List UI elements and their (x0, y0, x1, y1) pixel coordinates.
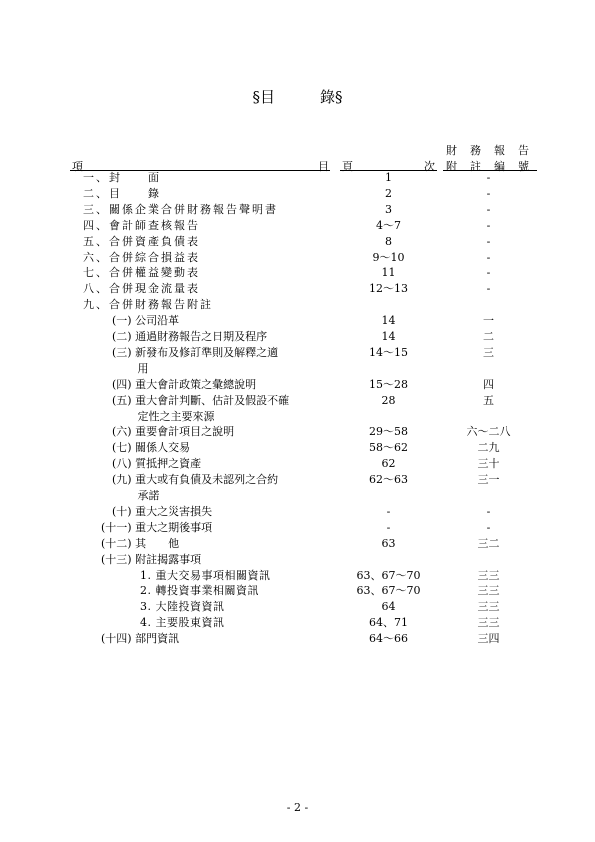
toc-item-label: 定性之主要來源 (101, 409, 215, 423)
toc-item-label: (五) 重大會計判斷、估計及假設不確 (101, 393, 290, 407)
toc-row (0, 202, 595, 218)
toc-item-label: 三、關係企業合併財務報告聲明書 (83, 202, 278, 216)
toc-row (0, 265, 595, 281)
header-item: 項 (72, 160, 83, 173)
header-note-line2: 附 註 編 號 (446, 160, 530, 173)
toc-row (0, 313, 595, 329)
toc-item-label: (七) 關係人交易 (101, 441, 191, 455)
toc-note-number: 六～二八 (466, 425, 511, 439)
toc-note-number: 三四 (477, 632, 500, 646)
toc-note-number: 三三 (477, 600, 500, 614)
toc-item-label: (九) 重大或有負債及未認列之合約 (101, 473, 279, 487)
header-ci: 次 (424, 160, 435, 173)
toc-page-number: 63、67～70 (356, 584, 421, 598)
toc-note-number: 二 (483, 330, 494, 343)
toc-page-number: 28 (381, 393, 396, 407)
toc-row (0, 536, 595, 552)
toc-page-number: 11 (381, 266, 396, 280)
toc-page-number: 3 (385, 202, 392, 216)
toc-item-label: (三) 新發布及修訂準則及解釋之適 (101, 345, 279, 359)
toc-row (0, 218, 595, 234)
toc-row (0, 250, 595, 266)
toc-note-number: 三三 (477, 584, 500, 598)
toc-row (0, 599, 595, 615)
toc-row (0, 552, 595, 568)
toc-item-label: (十一) 重大之期後事項 (101, 520, 213, 534)
page-number: - 2 - (286, 801, 309, 814)
toc-note-number: - (486, 520, 491, 534)
toc-row (0, 504, 595, 520)
toc-item-label: 2. 轉投資事業相關資訊 (140, 584, 259, 598)
toc-page-number: 14～15 (369, 345, 408, 359)
toc-note-number: 二九 (477, 441, 500, 455)
toc-note-number: 一 (483, 314, 494, 328)
toc-item-label: 七、合併權益變動表 (83, 266, 200, 280)
toc-note-number: - (486, 202, 491, 216)
toc-row (0, 297, 595, 313)
toc-page-number: 14 (381, 330, 396, 343)
toc-note-number: 三二 (477, 536, 500, 550)
toc-note-number: - (486, 234, 491, 248)
toc-item-label: (四) 重大會計政策之彙總說明 (101, 377, 257, 391)
toc-row (0, 409, 595, 425)
toc-note-number: 三三 (477, 616, 500, 630)
toc-item-label: 承諾 (101, 489, 160, 502)
toc-note-number: - (486, 504, 491, 518)
toc-page-number: 14 (381, 314, 396, 328)
toc-row (0, 440, 595, 456)
toc-page-number: 63、67～70 (356, 568, 421, 582)
toc-page-number: 58～62 (369, 441, 408, 455)
toc-page-number: 8 (385, 234, 392, 248)
toc-page-number: 29～58 (369, 425, 408, 439)
toc-item-label: (十四) 部門資訊 (101, 632, 180, 646)
toc-page-number: 1 (385, 171, 392, 184)
toc-page-number: 62～63 (369, 473, 408, 487)
toc-note-number: - (486, 186, 491, 200)
header-page: 頁 (342, 160, 353, 173)
toc-note-number: 四 (483, 377, 494, 391)
toc-row (0, 472, 595, 488)
toc-row (0, 631, 595, 647)
toc-item-label: (六) 重要會計項目之說明 (101, 425, 235, 439)
toc-row (0, 329, 595, 345)
toc-row (0, 393, 595, 409)
toc-page-number: 64 (381, 600, 396, 614)
toc-row (0, 186, 595, 202)
header-note-line1: 財 務 報 告 (446, 144, 530, 157)
toc-note-number: 五 (483, 393, 494, 407)
toc-item-label: 用 (101, 361, 149, 375)
toc-item-label: 3. 大陸投資資訊 (140, 600, 225, 614)
toc-page-number: 64～66 (369, 632, 408, 646)
toc-row (0, 568, 595, 584)
page-title: §目 錄§ (252, 88, 343, 106)
toc-row (0, 488, 595, 504)
toc-page-number: 64、71 (369, 616, 408, 630)
toc-row (0, 424, 595, 440)
toc-note-number: 三十 (477, 457, 500, 471)
toc-item-label: 九、合併財務報告附註 (83, 298, 213, 312)
toc-item-label: 四、會計師查核報告 (83, 218, 200, 232)
toc-page-number: 63 (381, 536, 396, 550)
toc-page-number: 2 (385, 186, 392, 200)
toc-row (0, 234, 595, 250)
toc-item-label: (八) 質抵押之資產 (101, 457, 202, 471)
toc-row (0, 456, 595, 472)
toc-page-number: 15～28 (369, 377, 408, 391)
toc-item-label: 八、合併現金流量表 (83, 282, 200, 296)
toc-row (0, 377, 595, 393)
header-mu: 目 (318, 160, 329, 173)
toc-note-number: - (486, 171, 491, 184)
toc-page-number: 62 (381, 457, 396, 471)
toc-item-label: 六、合併綜合損益表 (83, 250, 200, 264)
toc-note-number: 三 (483, 345, 494, 359)
toc-note-number: - (486, 218, 491, 232)
toc-item-label: (十) 重大之災害損失 (101, 504, 213, 518)
toc-row (0, 170, 595, 186)
toc-item-label: (二) 通過財務報告之日期及程序 (101, 330, 268, 343)
toc-item-label: 五、合併資產負債表 (83, 234, 200, 248)
toc-item-label: (十二) 其 他 (101, 536, 180, 550)
toc-item-label: 1. 重大交易事項相關資訊 (140, 568, 271, 582)
toc-note-number: - (486, 250, 491, 264)
toc-item-label: 一、封 面 (83, 171, 161, 184)
toc-row (0, 615, 595, 631)
toc-page-number: 12～13 (369, 282, 408, 296)
toc-row (0, 583, 595, 599)
toc-item-label: (十三) 附註揭露事項 (101, 552, 202, 566)
toc-row (0, 361, 595, 377)
toc-row (0, 281, 595, 297)
toc-item-label: 4. 主要股東資訊 (140, 616, 225, 630)
toc-page-number: 9～10 (372, 250, 405, 264)
toc-item-label: 二、目 錄 (83, 186, 161, 200)
toc-item-label: (一) 公司沿革 (101, 314, 180, 328)
toc-note-number: - (486, 266, 491, 280)
toc-note-number: 三一 (477, 473, 500, 487)
toc-page-number: 4～7 (376, 218, 401, 232)
toc-row (0, 520, 595, 536)
toc-row (0, 345, 595, 361)
toc-note-number: - (486, 282, 491, 296)
toc-note-number: 三三 (477, 568, 500, 582)
toc-page-number: - (386, 520, 391, 534)
toc-page-number: - (386, 504, 391, 518)
